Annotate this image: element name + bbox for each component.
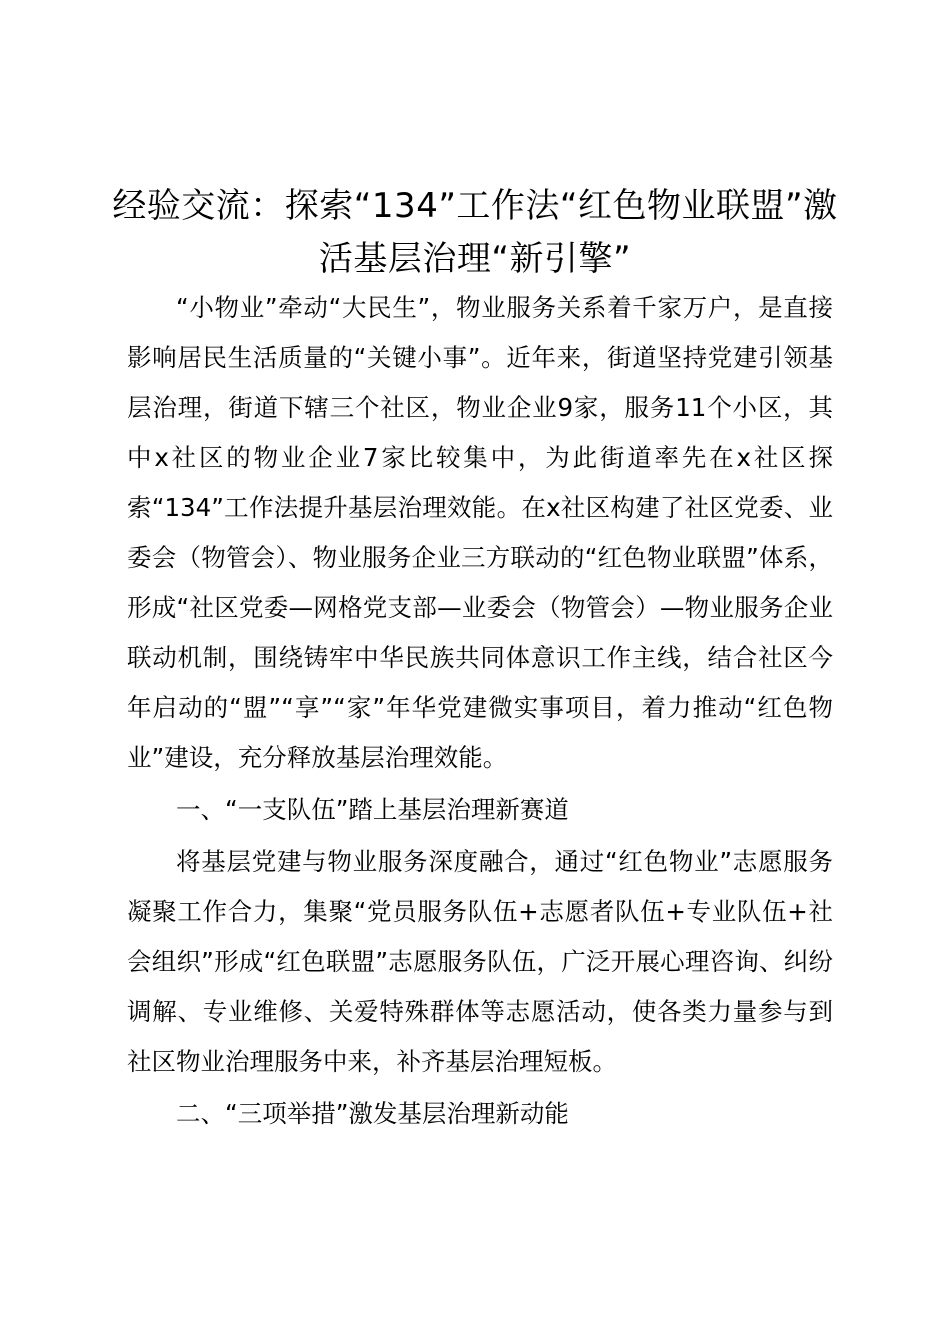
document-title: 经验交流：探索“134”工作法“红色物业联盟”激活基层治理“新引擎” [112,186,838,279]
intro-paragraph: “小物业”牵动“大民生”，物业服务关系着千家万户，是直接影响居民生活质量的“关键小事”。近年来，街道坚持党建引领基层治理，街道下辖三个社区，物业企业9家，服务11个小区，其中x社区的物业企业7家比较集中，为此街道率先在x社区探索“134”工作法提升基层治理效能。在x社区构建了社区党委、业委会（物管会）、物业服务企业三方联动的“红色物业联盟”体系，形成“社区党委—网格党支部—业委会（物管会）—物业服务企业联动机制，围绕铸牢中华民族共同体意识工作主线，结合社区今年启动的“盟”“享”“家”年华党建微实事项目，着力推动“红色物业”建设，充分释放基层治理效能。 [127,293,833,772]
document-body [127,283,833,1141]
section-1-paragraph: 将基层党建与物业服务深度融合，通过“红色物业”志愿服务凝聚工作合力，集聚“党员服务队伍+志愿者队伍+专业队伍+社会组织”形成“红色联盟”志愿服务队伍，广泛开展心理咨询、纠纷调解、专业维修、关爱特殊群体等志愿活动，使各类力量参与到社区物业治理服务中来，补齐基层治理短板。 [127,847,833,1076]
section-heading-2: 二、“三项举措”激发基层治理新动能 [176,1099,569,1128]
section-heading-1: 一、“一支队伍”踏上基层治理新赛道 [176,795,569,824]
